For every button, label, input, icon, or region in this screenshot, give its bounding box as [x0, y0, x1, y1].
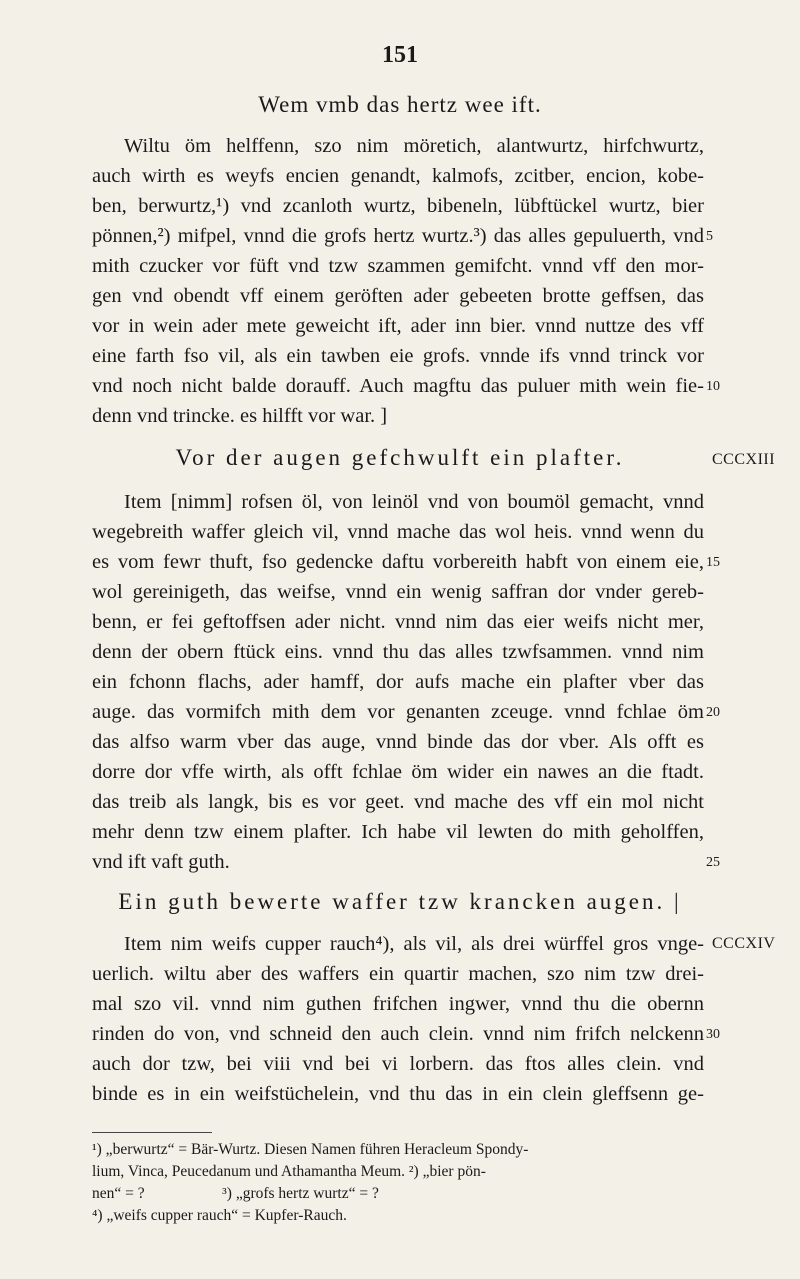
text-line: gen vnd obendt vff einem geröften ader gebeeten brotte geffsen, das	[92, 285, 704, 307]
text-line: Item nim weifs cupper rauch⁴), als vil, als drei würffel gros vnge-	[124, 933, 704, 955]
line-number: 10	[706, 379, 720, 394]
text-line: eine farth fso vil, als ein tawben eie grofs. vnnde ifs vnnd trinck vor	[92, 345, 704, 367]
text-line: ein fchonn flachs, ader hamff, dor aufs mache ein plafter vber das	[92, 671, 704, 693]
text-line: mith czucker vor füft vnd tzw szammen gemifcht. vnnd vff den mor-	[92, 255, 704, 277]
text-line: vnd ift vaft guth.	[92, 851, 230, 873]
line-number: 5	[706, 229, 713, 244]
text-line: auch dor tzw, bei viii vnd bei vi lorbern. das ftos alles clein. vnd	[92, 1053, 704, 1075]
footnote-line: ⁴) „weifs cupper rauch“ = Kupfer-Rauch.	[92, 1207, 347, 1224]
text-line: pönnen,²) mifpel, vnnd die grofs hertz wurtz.³) das alles gepuluerth, vnd	[92, 225, 704, 247]
text-line: mehr denn tzw einem plafter. Ich habe vil lewten do mith geholffen,	[92, 821, 704, 843]
text-line: uerlich. wiltu aber des waffers ein quartir machen, szo nim tzw drei-	[92, 963, 704, 985]
line-number: 20	[706, 705, 720, 720]
text-line: wegebreith waffer gleich vil, vnnd mache das wol heis. vnnd wenn du	[92, 521, 704, 543]
section-heading: Vor der augen gefchwulft ein plafter.	[175, 445, 625, 470]
text-line: vnd noch nicht balde dorauff. Auch magftu das puluer mith wein fie-	[92, 375, 704, 397]
text-line: denn vnd trincke. es hilfft vor war. ]	[92, 405, 388, 427]
text-line: denn der obern ftück eins. vnnd thu das alles tzwfsammen. vnnd nim	[92, 641, 704, 663]
section-number: CCCXIV	[712, 935, 776, 952]
footnote-line: lium, Vinca, Peucedanum und Athamantha Meum. ²) „bier pön-	[92, 1163, 486, 1180]
line-number: 25	[706, 855, 720, 870]
text-line: ben, berwurtz,¹) vnd zcanloth wurtz, bibeneln, lübftückel wurtz, bier	[92, 195, 704, 217]
page-number: 151	[382, 42, 418, 68]
text-line: Wiltu öm helffenn, szo nim möretich, alantwurtz, hirfchwurtz,	[124, 135, 704, 157]
footnote-line: ¹) „berwurtz“ = Bär-Wurtz. Diesen Namen führen Heracleum Spondy-	[92, 1141, 529, 1158]
section-heading: Ein guth bewerte waffer tzw krancken augen. |	[118, 889, 682, 914]
text-line: vor in wein ader mete geweicht ift, ader inn bier. vnnd nuttze des vff	[92, 315, 704, 337]
text-line: es vom fewr thuft, fso gedencke daftu vorbereith habft von einem eie,	[92, 551, 704, 573]
text-line: wol gereinigeth, das weifse, vnnd ein wenig saffran dor vnder gereb-	[92, 581, 704, 603]
text-line: mal szo vil. vnnd nim guthen frifchen ingwer, vnnd thu die obernn	[92, 993, 704, 1015]
text-line: das treib als langk, bis es vor geet. vnd mache des vff ein mol nicht	[92, 791, 704, 813]
section-number: CCCXIII	[712, 451, 776, 468]
footnote-line: nen“ = ? ³) „grofs hertz wurtz“ = ?	[92, 1185, 379, 1202]
text-line: dorre dor vffe wirth, als offt fchlae öm wider ein nawes an die ftadt.	[92, 761, 704, 783]
line-number: 15	[706, 555, 720, 570]
text-line: auge. das vormifch mith dem vor genanten zceuge. vnnd fchlae öm	[92, 701, 704, 723]
text-line: auch wirth es weyfs encien genandt, kalmofs, zcitber, encion, kobe-	[92, 165, 704, 187]
text-line: das alfso warm vber das auge, vnnd binde das dor vber. Als offt es	[92, 731, 704, 753]
footnote-rule	[92, 1132, 212, 1133]
text-line: rinden do von, vnd schneid den auch clein. vnnd nim frifch nelckenn	[92, 1023, 704, 1045]
text-line: binde es in ein weifstüchelein, vnd thu das in ein clein gleffsenn ge-	[92, 1083, 704, 1105]
section-heading: Wem vmb das hertz wee ift.	[258, 92, 542, 117]
text-line: Item [nimm] rofsen öl, von leinöl vnd von boumöl gemacht, vnnd	[124, 491, 704, 513]
line-number: 30	[706, 1027, 720, 1042]
text-line: benn, er fei geftoffsen ader nicht. vnnd nim das eier weifs nicht mer,	[92, 611, 704, 633]
